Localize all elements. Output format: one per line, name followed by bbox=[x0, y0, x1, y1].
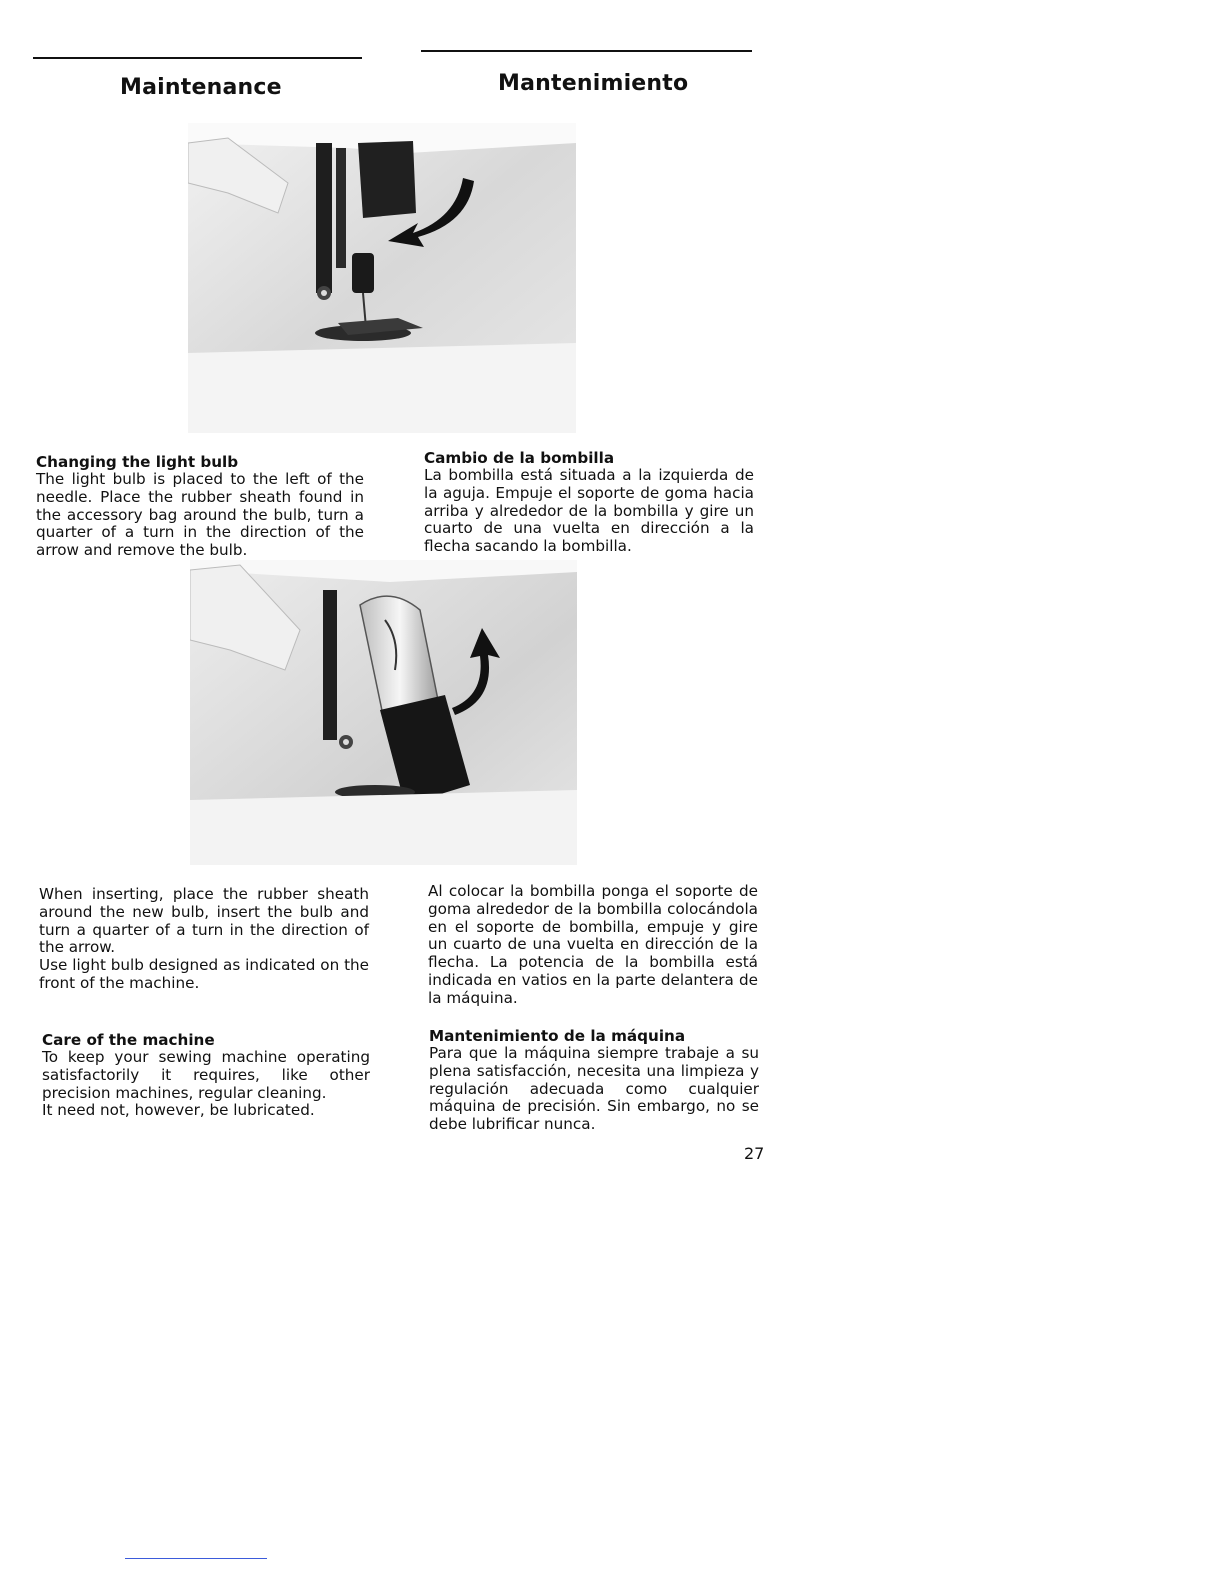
text-care-of-machine: To keep your sewing machine operating satisfactorily it requires, like other precision machines, regular cleaning. It need not, however, be lubricated. bbox=[42, 1048, 370, 1120]
title-cambio-bombilla: Cambio de la bombilla bbox=[424, 449, 615, 467]
sewing-machine-needle-photo bbox=[188, 123, 576, 433]
header-rule-right bbox=[421, 50, 752, 52]
title-care-of-machine: Care of the machine bbox=[42, 1031, 215, 1049]
heading-maintenance: Maintenance bbox=[120, 75, 282, 100]
page-number: 27 bbox=[744, 1144, 765, 1163]
section-changing-bulb-en bbox=[36, 453, 364, 560]
heading-mantenimiento: Mantenimiento bbox=[498, 71, 689, 96]
text-mantenimiento-maquina: Para que la máquina siempre trabaje a su plena satisfacción, necesita una limpieza y regulación adecuada como cualquier máquina de precisión. Sin embargo, no se debe lubrificar nunca. bbox=[429, 1044, 759, 1134]
text-cambio-bombilla: La bombilla está situada a la izquierda de la aguja. Empuje el soporte de goma hacia arriba y alrededor de la bombilla y gire un cuarto de una vuelta en dirección a la flecha sacando la bombilla. bbox=[424, 466, 754, 556]
section-colocar-es bbox=[428, 883, 758, 1008]
text-inserting: When inserting, place the rubber sheath around the new bulb, insert the bulb and turn a quarter of a turn in the direction of the arrow. Use light bulb designed as indicated on the front of the machine. bbox=[39, 885, 369, 992]
sewing-machine-bulb-photo bbox=[190, 560, 577, 865]
section-cambio-bombilla-es bbox=[424, 449, 754, 556]
header-rule-left bbox=[33, 57, 362, 59]
title-changing-light-bulb: Changing the light bulb bbox=[36, 453, 239, 471]
section-inserting-en bbox=[39, 886, 369, 993]
text-colocar: Al colocar la bombilla ponga el soporte de goma alrededor de la bombilla colocándola en el soporte de bombilla, empuje y gire un cuarto de una vuelta en dirección de la flecha. La potencia de la bombilla está indicada en vatios en la parte delantera de la máquina. bbox=[428, 882, 758, 1007]
section-care-en bbox=[42, 1031, 370, 1120]
text-changing-light-bulb: The light bulb is placed to the left of the needle. Place the rubber sheath found in the accessory bag around the bulb, turn a quarter of a turn in the direction of the arrow and remove the bulb. bbox=[36, 470, 364, 560]
bottom-link-line bbox=[125, 1558, 267, 1559]
section-mantenimiento-es bbox=[429, 1027, 759, 1134]
title-mantenimiento-maquina: Mantenimiento de la máquina bbox=[429, 1027, 686, 1045]
